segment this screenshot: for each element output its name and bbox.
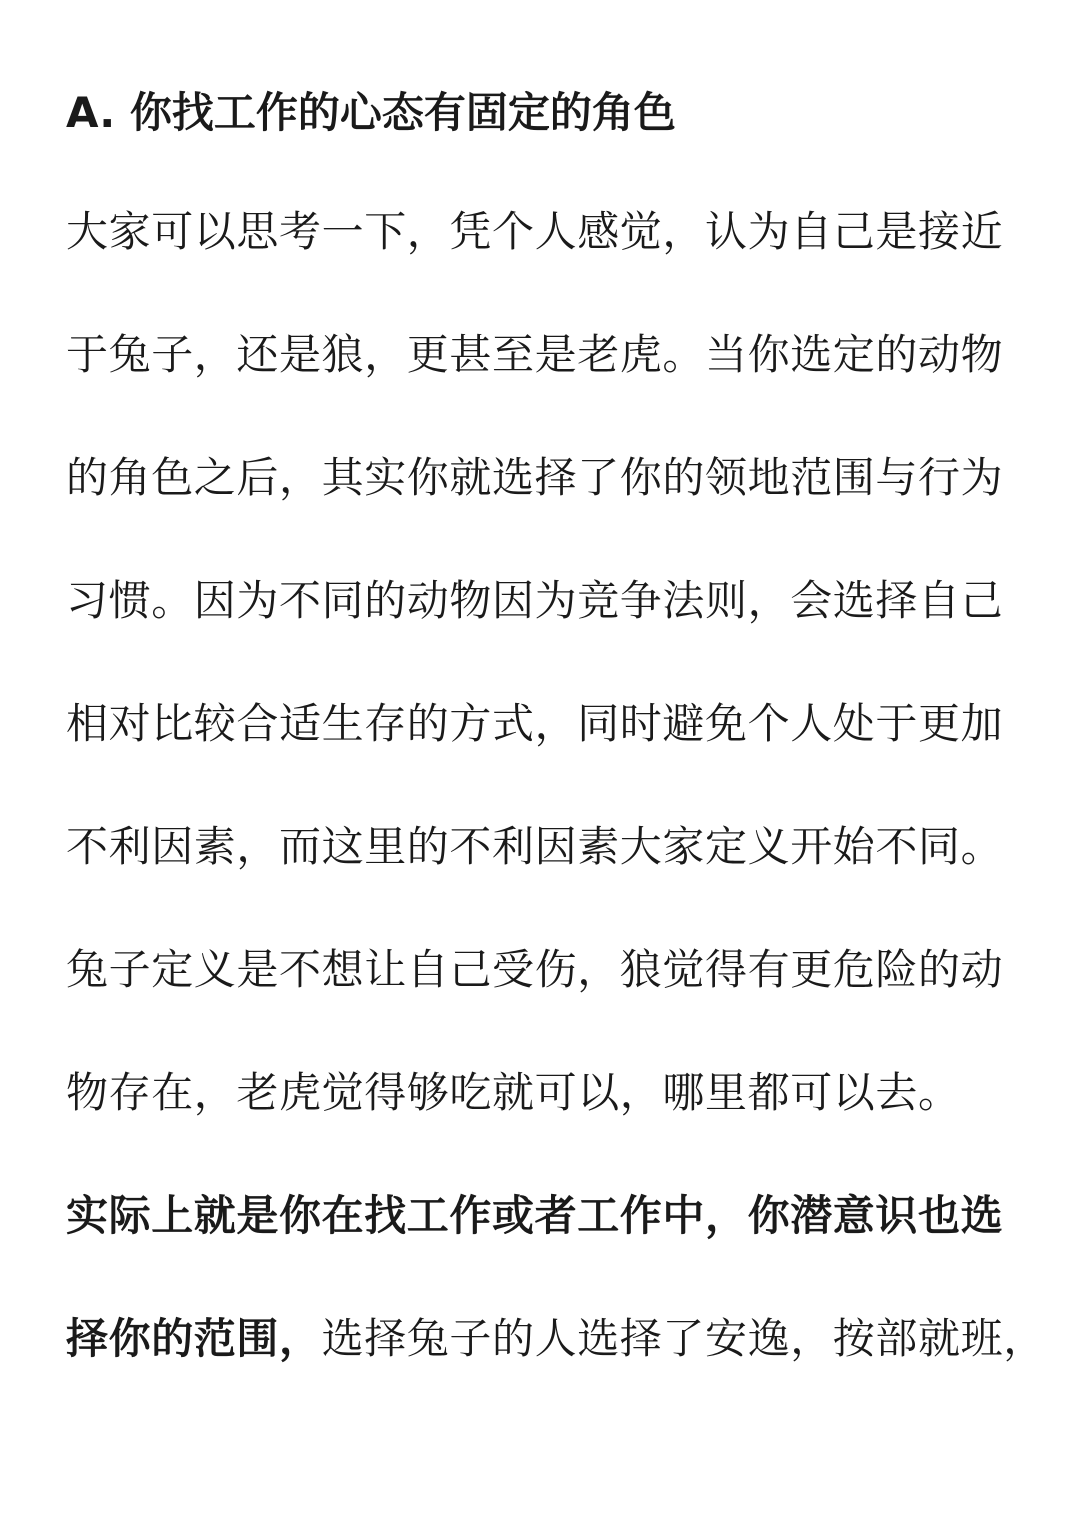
body-line: 于兔子，还是狼，更甚至是老虎。当你选定的动物	[66, 330, 1004, 379]
article-body	[66, 170, 1046, 1400]
body-line: 相对比较合适生存的方式，同时避免个人处于更加	[66, 699, 1004, 748]
body-line: 兔子定义是不想让自己受伤，狼觉得有更危险的动	[66, 945, 1004, 994]
body-line: 大家可以思考一下，凭个人感觉，认为自己是接近	[66, 207, 1004, 256]
emphasis-text: 择你的范围，	[66, 1314, 322, 1363]
regular-text: 选择兔子的人选择了安逸，按部就班，	[321, 1314, 1046, 1363]
body-line: 的角色之后，其实你就选择了你的领地范围与行为	[66, 453, 1004, 502]
mixed-line	[66, 1277, 1046, 1400]
emphasis-line: 实际上就是你在找工作或者工作中，你潜意识也选	[66, 1191, 1004, 1240]
body-line: 物存在，老虎觉得够吃就可以，哪里都可以去。	[66, 1068, 961, 1117]
body-line: 不利因素，而这里的不利因素大家定义开始不同。	[66, 822, 1004, 871]
section-heading: A. 你找工作的心态有固定的角色	[66, 88, 676, 137]
body-line: 习惯。因为不同的动物因为竞争法则，会选择自己	[66, 576, 1004, 625]
